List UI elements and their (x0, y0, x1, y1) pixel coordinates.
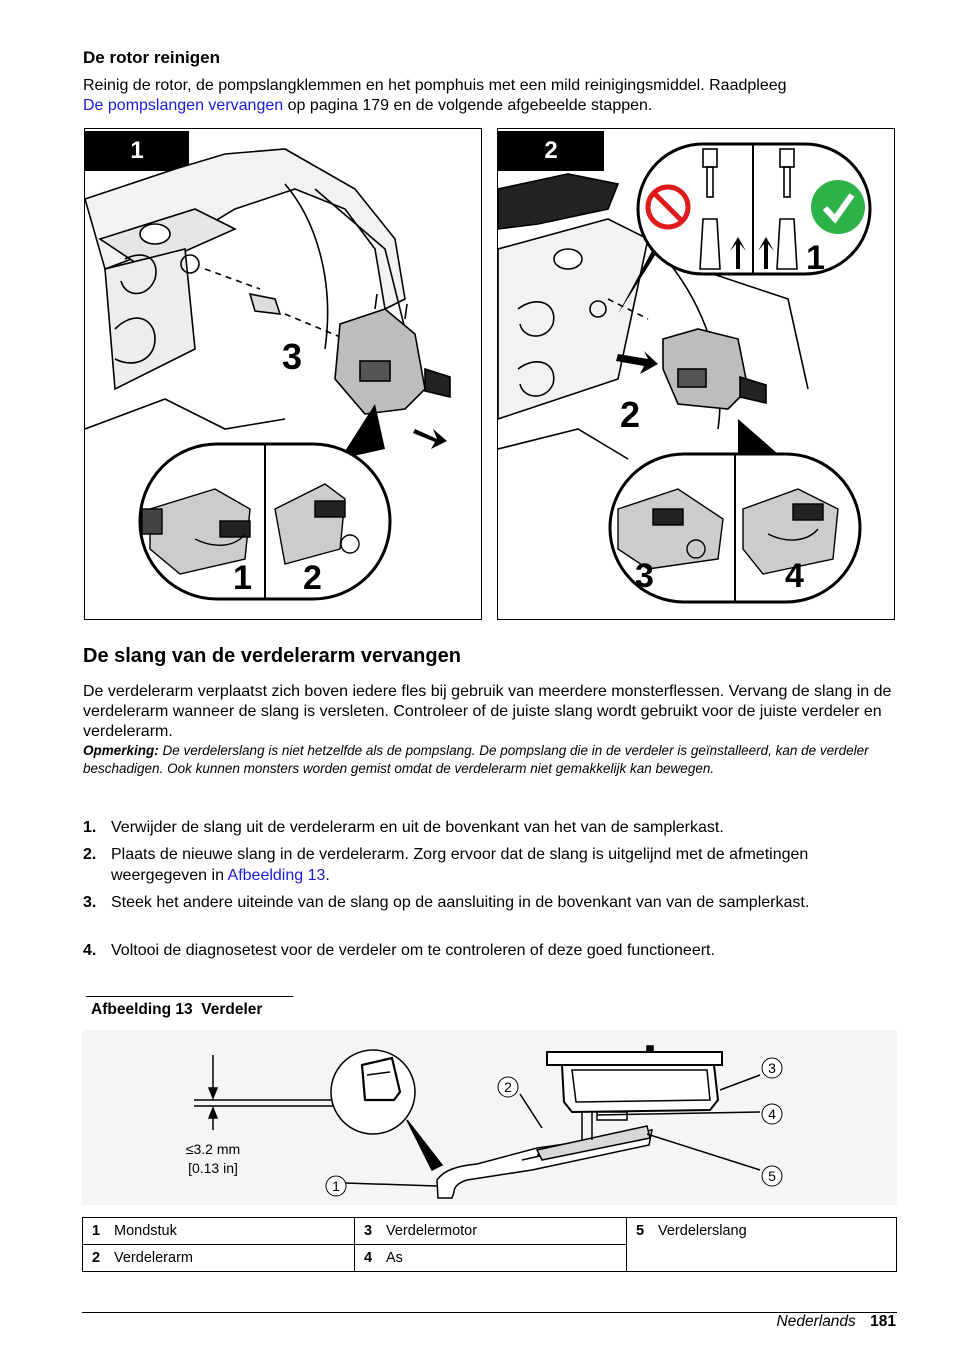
callout-3: 3 (635, 557, 654, 595)
legend-cell (355, 1218, 627, 1245)
callout-2: 2 (620, 394, 641, 435)
step-1 (0, 818, 954, 842)
step-number: 4. (83, 942, 97, 959)
legend-cell (627, 1218, 897, 1272)
step-number: 1. (83, 819, 97, 836)
section-intro-rotor (83, 76, 903, 116)
step-text: Steek het andere uiteinde van de slang op de aansluiting in de bovenkant van van de samplerkast. (111, 894, 810, 911)
legend-table (82, 1217, 897, 1272)
section-title-verdelerarm: De slang van de verdelerarm vervangen (83, 645, 461, 667)
legend-number: 1 (92, 1223, 101, 1239)
callout-3: 3 (282, 336, 303, 377)
footer-language: Nederlands (776, 1313, 856, 1330)
callout-4: 4 (768, 1106, 776, 1122)
rotor-install-illustration (498, 129, 894, 619)
distributor-diagram (82, 1030, 897, 1205)
callout-3: 3 (768, 1060, 776, 1076)
rotor-removal-illustration (85, 129, 481, 619)
legend-number: 2 (92, 1250, 101, 1266)
legend-number: 5 (636, 1223, 645, 1239)
step-text (111, 845, 831, 886)
note-text: De verdelerslang is niet hetzelfde als de pompslang. De pompslang die in de verdeler is geïnstalleerd, kan de verdeler beschadigen. Ook kunnen monsters worden gemist omdat de verdelerarm niet gemakkelijk kan bewegen. (83, 743, 869, 776)
legend-label: Verdelerslang (658, 1223, 747, 1239)
intro-text-post: op pagina 179 en de volgende afgebeelde stappen. (283, 97, 653, 114)
section-intro-verdelerarm: De verdelerarm verplaatst zich boven iedere fles bij gebruik van meerdere monsterflessen. Vervang de slang in de verdelerarm wanneer de slang is versleten. Controleer of de juiste slang wordt gebruikt voor de juiste verdeler en verdelerarm. (83, 683, 892, 740)
link-pompslangen[interactable]: De pompslangen vervangen (83, 97, 284, 114)
link-afbeelding-13[interactable]: Afbeelding 13 (227, 866, 326, 884)
figure-caption: Afbeelding 13 Verdeler (91, 1001, 263, 1018)
legend-label: Verdelermotor (386, 1223, 478, 1239)
footer (777, 1313, 896, 1331)
dimension-mm: ≤3.2 mm (185, 1141, 241, 1157)
caption-rule (86, 996, 293, 997)
note (83, 742, 903, 778)
callout-1: 1 (806, 239, 825, 277)
step-text: Voltooi de diagnosetest voor de verdeler om te controleren of deze goed functioneert. (111, 942, 715, 959)
legend-number: 4 (364, 1250, 373, 1266)
section-title-rotor: De rotor reinigen (83, 48, 220, 67)
legend-label: As (386, 1250, 403, 1266)
callout-1: 1 (233, 559, 252, 597)
callout-4: 4 (785, 557, 804, 595)
table-row (83, 1218, 897, 1245)
panel-tag: 1 (85, 131, 189, 171)
legend-cell (355, 1245, 627, 1272)
legend-number: 3 (364, 1223, 373, 1239)
step-2 (0, 845, 954, 889)
callout-2: 2 (504, 1079, 512, 1095)
footer-rule (82, 1312, 897, 1313)
legend-cell (83, 1245, 355, 1272)
panel-tag: 2 (498, 131, 604, 171)
step-number: 3. (83, 894, 97, 911)
step-text-pre: Plaats de nieuwe slang in de verdelerarm. Zorg ervoor dat de slang is uitgelijnd met de afmetingen weergegeven in (111, 846, 809, 884)
step-3 (0, 893, 954, 937)
note-label: Opmerking: (83, 743, 159, 758)
dimension-in: [0.13 in] (188, 1160, 238, 1176)
callout-5: 5 (768, 1168, 776, 1184)
figure-panel-2 (497, 128, 895, 620)
page-number: 181 (870, 1313, 896, 1330)
legend-label: Verdelerarm (114, 1250, 193, 1266)
step-text-post: . (325, 866, 330, 884)
figure-panel-1 (84, 128, 482, 620)
callout-1: 1 (332, 1178, 340, 1194)
callout-2: 2 (303, 559, 322, 597)
step-4 (0, 941, 954, 965)
step-text: Verwijder de slang uit de verdelerarm en uit de bovenkant van het van de samplerkast. (111, 819, 724, 836)
step-number: 2. (83, 846, 97, 863)
legend-label: Mondstuk (114, 1223, 177, 1239)
intro-text: Reinig de rotor, de pompslangklemmen en het pomphuis met een mild reinigingsmiddel. Raadpleeg (83, 77, 787, 94)
legend-cell (83, 1218, 355, 1245)
